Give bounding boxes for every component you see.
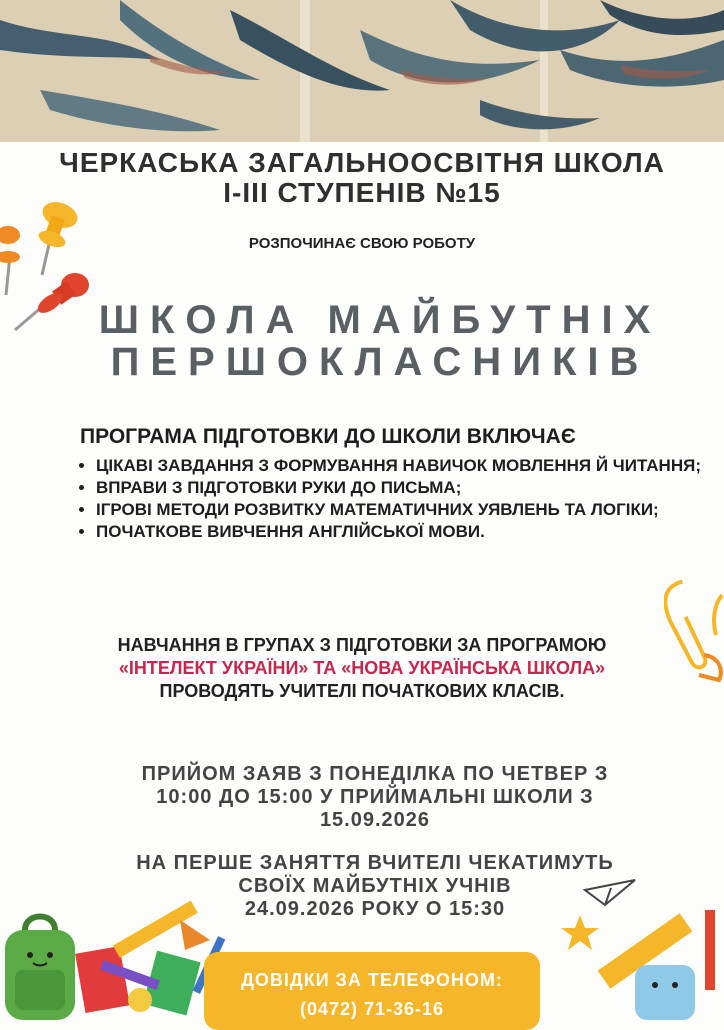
ruler-icon	[555, 860, 724, 1024]
subtitle: РОЗПОЧИНАЄ СВОЮ РОБОТУ	[248, 235, 476, 252]
contact-phone-button[interactable]	[204, 952, 540, 1030]
school-name-line2: І-ІІІ СТУПЕНІВ №15	[223, 177, 501, 208]
program-list	[78, 455, 706, 543]
birds-mural-image	[0, 0, 724, 142]
reception-line1: ПРИЙОМ ЗАЯВ З ПОНЕДІЛКА ПО ЧЕТВЕР З	[141, 763, 609, 785]
star-icon	[561, 915, 599, 950]
paper-plane-icon	[585, 880, 635, 905]
first-lesson-line2: СВОЇХ МАЙБУТНІХ УЧНІВ	[238, 875, 512, 897]
groups-line3: ПРОВОДЯТЬ УЧИТЕЛІ ПОЧАТКОВИХ КЛАСІВ.	[159, 681, 565, 701]
list-item: • ВПРАВИ З ПІДГОТОВКИ РУКИ ДО ПИСЬМА;	[96, 477, 706, 499]
backpack-icon	[5, 917, 75, 1021]
headline-line1: ШКОЛА МАЙБУТНІХ	[98, 298, 662, 342]
groups-line1: НАВЧАННЯ В ГРУПАХ З ПІДГОТОВКИ ЗА ПРОГРАМОЮ	[117, 635, 607, 655]
reception-line3: 15.09.2026	[319, 809, 431, 831]
headline-line2: ПЕРШОКЛАСНИКІВ	[110, 340, 650, 384]
list-item: • ЦІКАВІ ЗАВДАННЯ З ФОРМУВАННЯ НАВИЧОК МОВЛЕННЯ Й ЧИТАННЯ;	[96, 455, 706, 477]
first-lesson-line1: НА ПЕРШЕ ЗАНЯТТЯ ВЧИТЕЛІ ЧЕКАТИМУТЬ	[136, 852, 614, 874]
list-item: • ПОЧАТКОВЕ ВИВЧЕННЯ АНГЛІЙСЬКОЇ МОВИ.	[96, 521, 706, 543]
list-item: • ІГРОВІ МЕТОДИ РОЗВИТКУ МАТЕМАТИЧНИХ УЯВЛЕНЬ ТА ЛОГІКИ;	[96, 499, 706, 521]
contact-phone-number[interactable]: (0472) 71-36-16	[299, 999, 445, 1019]
groups-line2: «ІНТЕЛЕКТ УКРАЇНИ» ТА «НОВА УКРАЇНСЬКА ШКОЛА»	[118, 658, 606, 678]
first-lesson-line3: 24.09.2026 РОКУ О 15:30	[244, 898, 506, 920]
program-heading: ПРОГРАМА ПІДГОТОВКИ ДО ШКОЛИ ВКЛЮЧАЄ	[80, 425, 576, 448]
contact-label: ДОВІДКИ ЗА ТЕЛЕФОНОМ:	[241, 970, 503, 990]
reception-line2: 10:00 ДО 15:00 У ПРИЙМАЛЬНІ ШКОЛИ З	[156, 786, 594, 808]
school-name-line1: ЧЕРКАСЬКА ЗАГАЛЬНООСВІТНЯ ШКОЛА	[59, 147, 665, 178]
